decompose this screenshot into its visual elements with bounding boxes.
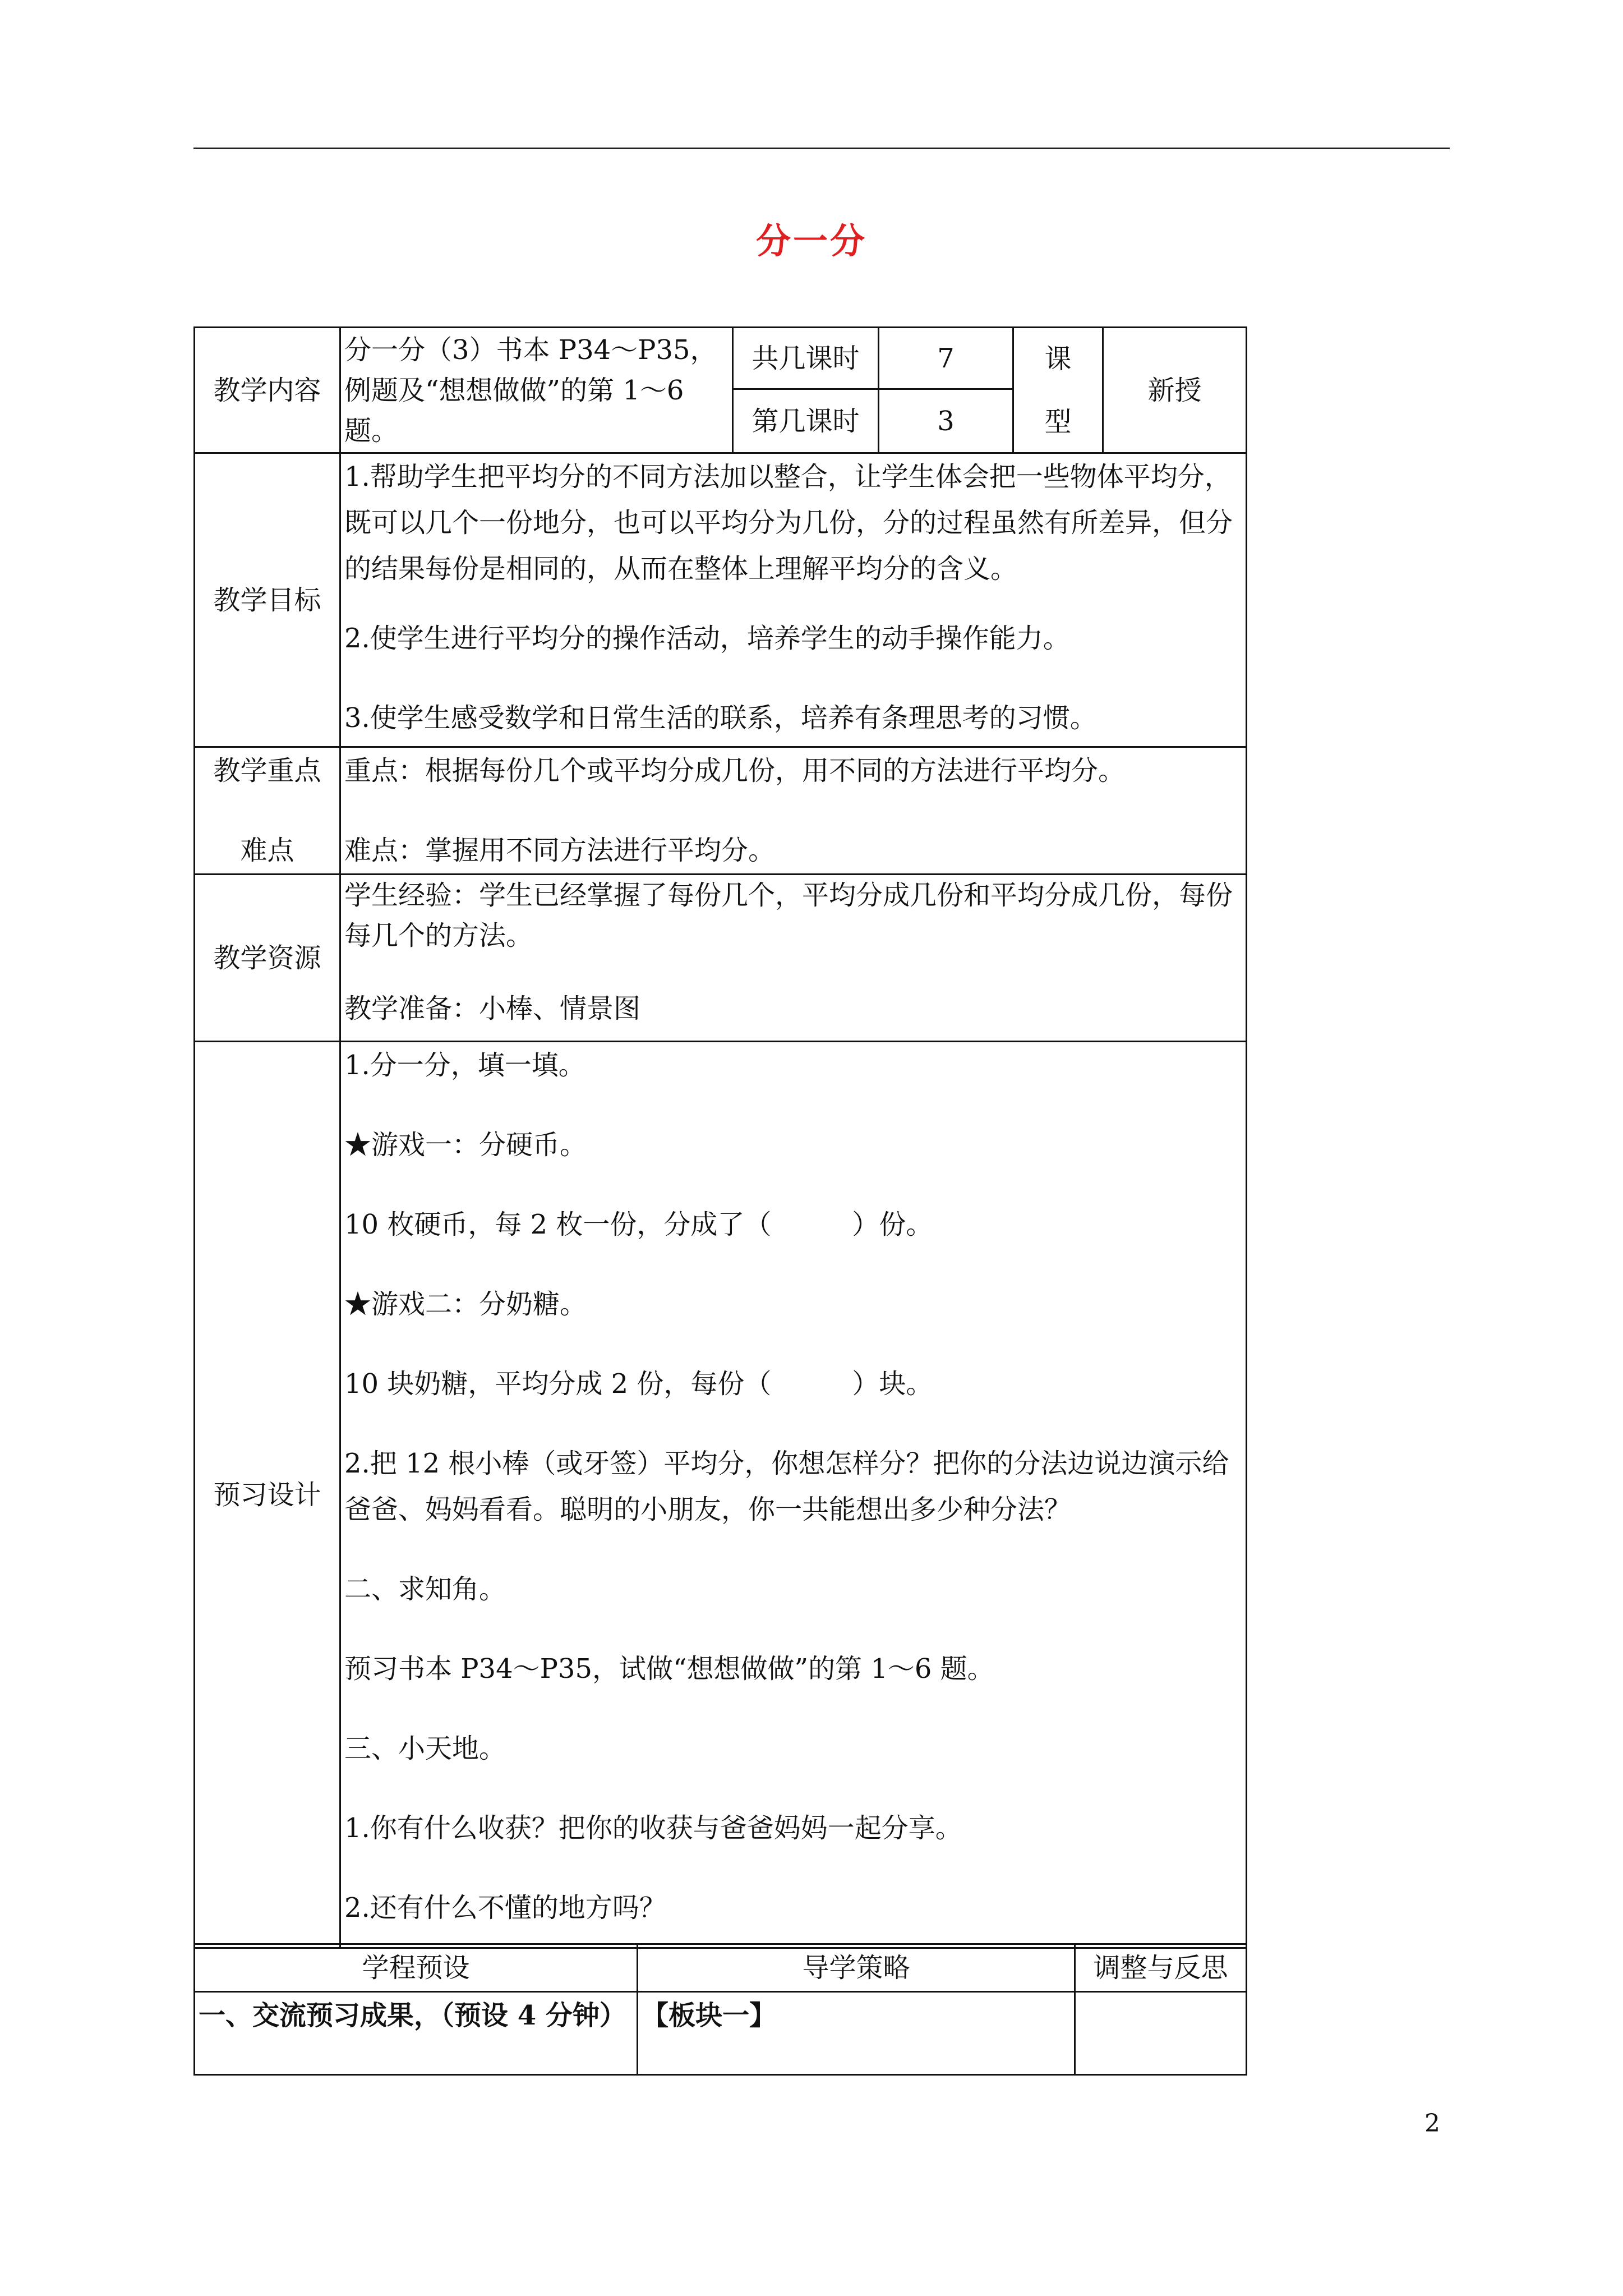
key-points-label-2: 难点 [240, 835, 294, 866]
lesson-plan-table [193, 326, 1247, 1949]
preview-line: 三、小天地。 [344, 1733, 506, 1764]
current-hour-value: 3 [879, 389, 1013, 453]
objective-item: 1.帮助学生把平均分的不同方法加以整合，让学生体会把一些物体平均分，既可以几个一份地分，也可以平均分为几份，分的过程虽然有所差异，但分的结果每份是相同的，从而在整体上理解平均分的含义。 [344, 461, 1233, 585]
objectives-label: 教学目标 [195, 453, 340, 747]
header-rule [193, 148, 1450, 149]
content-label: 教学内容 [195, 328, 340, 453]
preview-line: 二、求知角。 [344, 1573, 506, 1605]
resources-experience: 学生经验：学生已经掌握了每份几个，平均分成几份和平均分成几份，每份每几个的方法。 [344, 880, 1233, 951]
key-points-label [195, 747, 340, 875]
process-table [193, 1943, 1247, 2076]
lesson-type-value: 新授 [1103, 328, 1247, 453]
strategy-block-1: 【板块一】 [638, 1992, 1075, 2075]
page-number: 2 [1424, 2109, 1440, 2138]
preview-line: 10 枚硬币，每 2 枚一份，分成了（ ）份。 [344, 1209, 933, 1240]
reflection-cell-1 [1075, 1992, 1247, 2075]
lesson-type-label-2: 型 [1044, 406, 1072, 438]
key-point-text: 重点：根据每份几个或平均分成几份，用不同的方法进行平均分。 [344, 755, 1126, 786]
total-hours-label: 共几课时 [733, 328, 879, 389]
key-points-cell [340, 747, 1247, 875]
resources-preparation: 教学准备：小棒、情景图 [344, 993, 641, 1024]
preview-line: 1.分一分，填一填。 [344, 1050, 585, 1081]
preview-line: ★游戏二：分奶糖。 [344, 1289, 587, 1320]
header-process: 学程预设 [195, 1944, 638, 1992]
preview-line: 2.还有什么不懂的地方吗？ [344, 1892, 666, 1924]
document-title: 分一分 [755, 220, 867, 261]
resources-label: 教学资源 [195, 875, 340, 1042]
preview-cell [340, 1042, 1247, 1948]
preview-line: 1.你有什么收获？把你的收获与爸爸妈妈一起分享。 [344, 1812, 962, 1844]
resources-cell [340, 875, 1247, 1042]
current-hour-label: 第几课时 [733, 389, 879, 453]
preview-line: 10 块奶糖，平均分成 2 份，每份（ ）块。 [344, 1368, 933, 1400]
content-text: 分一分（3）书本 P34～P35，例题及“想想做做”的第 1～6 题。 [340, 328, 733, 453]
total-hours-value: 7 [879, 328, 1013, 389]
objective-item: 3.使学生感受数学和日常生活的联系，培养有条理思考的习惯。 [344, 702, 1097, 734]
header-strategy: 导学策略 [638, 1944, 1075, 1992]
lesson-type-label-1: 课 [1044, 343, 1072, 375]
preview-line: ★游戏一：分硬币。 [344, 1129, 587, 1161]
header-reflection: 调整与反思 [1075, 1944, 1247, 1992]
process-step-1: 一、交流预习成果，（预设 4 分钟） [195, 1992, 638, 2075]
difficult-point-text: 难点：掌握用不同方法进行平均分。 [344, 835, 776, 866]
preview-label: 预习设计 [195, 1042, 340, 1948]
lesson-type-label [1013, 328, 1103, 453]
key-points-label-1: 教学重点 [213, 755, 321, 786]
objective-item: 2.使学生进行平均分的操作活动，培养学生的动手操作能力。 [344, 623, 1070, 654]
objectives-cell [340, 453, 1247, 747]
preview-line: 预习书本 P34～P35，试做“想想做做”的第 1～6 题。 [344, 1653, 994, 1685]
preview-line: 2.把 12 根小棒（或牙签）平均分，你想怎样分？把你的分法边说边演示给爸爸、妈妈看看。聪明的小朋友，你一共能想出多少种分法？ [344, 1448, 1229, 1525]
